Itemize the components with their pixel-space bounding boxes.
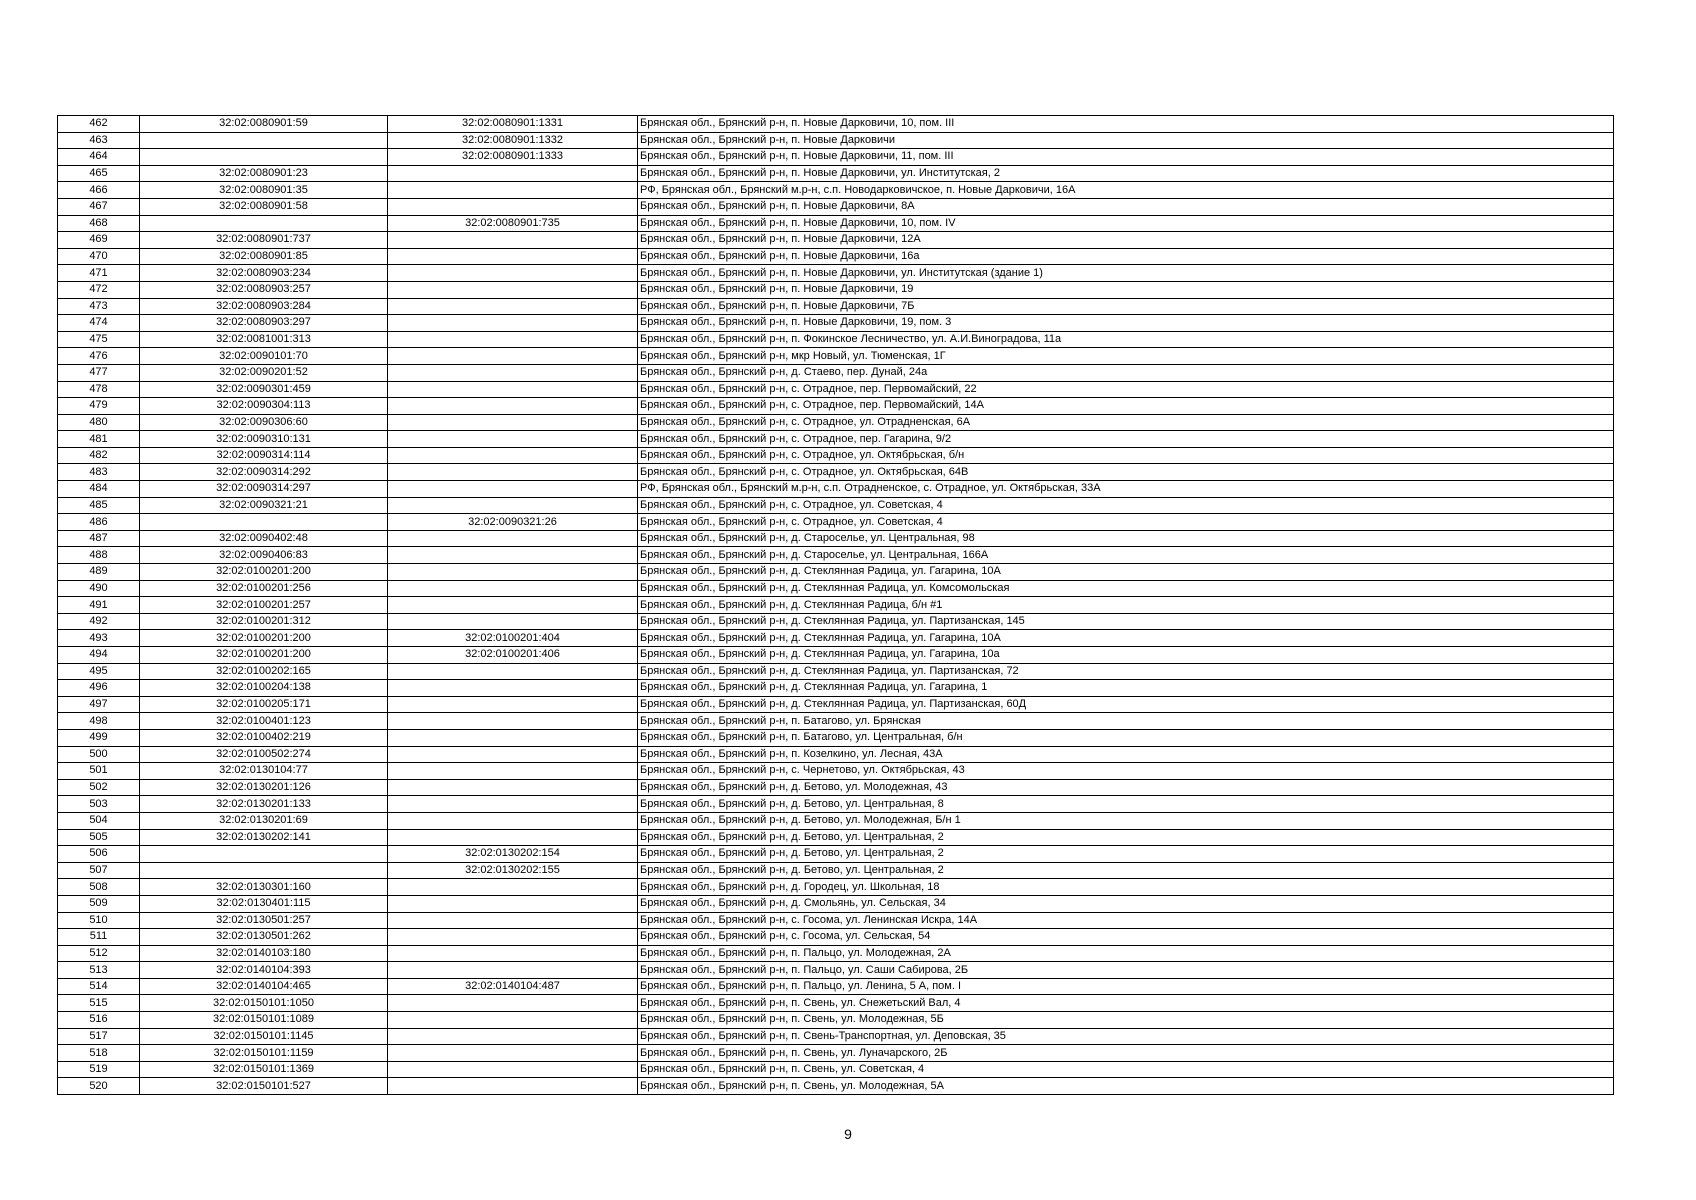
address-cell: Брянская обл., Брянский р-н, с. Отрадное, пер. Первомайский, 14А: [638, 398, 1614, 415]
table-row: [58, 198, 1614, 215]
table-row: [58, 1078, 1614, 1095]
row-number-cell: 500: [58, 746, 140, 763]
address-cell: Брянская обл., Брянский р-н, с. Отрадное, ул. Советская, 4: [638, 514, 1614, 531]
table-row: [58, 298, 1614, 315]
row-number-cell: 478: [58, 381, 140, 398]
address-cell: Брянская обл., Брянский р-н, д. Стеклянная Радица, ул. Гагарина, 10А: [638, 564, 1614, 581]
object-cadastral-number-cell: [388, 812, 638, 829]
address-cell: Брянская обл., Брянский р-н, д. Бетово, ул. Центральная, 2: [638, 846, 1614, 863]
address-cell: Брянская обл., Брянский р-н, п. Свень, ул. Снежетьский Вал, 4: [638, 995, 1614, 1012]
land-cadastral-number-cell: 32:02:0140104:393: [140, 962, 388, 979]
table-row: [58, 1045, 1614, 1062]
land-cadastral-number-cell: 32:02:0100202:165: [140, 663, 388, 680]
object-cadastral-number-cell: [388, 281, 638, 298]
table-row: [58, 829, 1614, 846]
table-row: [58, 348, 1614, 365]
object-cadastral-number-cell: [388, 381, 638, 398]
address-cell: Брянская обл., Брянский р-н, п. Батагово, ул. Брянская: [638, 713, 1614, 730]
land-cadastral-number-cell: 32:02:0100401:123: [140, 713, 388, 730]
table-row: [58, 431, 1614, 448]
table-row: [58, 647, 1614, 664]
table-row: [58, 497, 1614, 514]
row-number-cell: 508: [58, 879, 140, 896]
row-number-cell: 477: [58, 364, 140, 381]
land-cadastral-number-cell: 32:02:0080903:257: [140, 281, 388, 298]
object-cadastral-number-cell: 32:02:0080901:1331: [388, 116, 638, 133]
land-cadastral-number-cell: 32:02:0150101:1159: [140, 1045, 388, 1062]
object-cadastral-number-cell: [388, 182, 638, 199]
table-row: [58, 414, 1614, 431]
table-row: [58, 680, 1614, 697]
row-number-cell: 504: [58, 812, 140, 829]
table-row: [58, 630, 1614, 647]
object-cadastral-number-cell: [388, 912, 638, 929]
object-cadastral-number-cell: [388, 962, 638, 979]
land-cadastral-number-cell: 32:02:0100201:256: [140, 580, 388, 597]
row-number-cell: 514: [58, 978, 140, 995]
table-row: [58, 464, 1614, 481]
object-cadastral-number-cell: [388, 580, 638, 597]
address-cell: Брянская обл., Брянский р-н, д. Стеклянная Радица, ул. Партизанская, 145: [638, 613, 1614, 630]
land-cadastral-number-cell: 32:02:0090314:292: [140, 464, 388, 481]
row-number-cell: 484: [58, 481, 140, 498]
land-cadastral-number-cell: [140, 846, 388, 863]
address-cell: Брянская обл., Брянский р-н, с. Госома, ул. Ленинская Искра, 14А: [638, 912, 1614, 929]
table-row: [58, 763, 1614, 780]
row-number-cell: 472: [58, 281, 140, 298]
object-cadastral-number-cell: [388, 564, 638, 581]
object-cadastral-number-cell: [388, 1061, 638, 1078]
address-cell: Брянская обл., Брянский р-н, с. Отрадное, ул. Октябрьская, 64В: [638, 464, 1614, 481]
table-row: [58, 281, 1614, 298]
table-row: [58, 232, 1614, 249]
table-row: [58, 398, 1614, 415]
address-cell: Брянская обл., Брянский р-н, с. Госома, ул. Сельская, 54: [638, 929, 1614, 946]
row-number-cell: 464: [58, 149, 140, 166]
land-cadastral-number-cell: 32:02:0090406:83: [140, 547, 388, 564]
row-number-cell: 474: [58, 315, 140, 332]
land-cadastral-number-cell: [140, 132, 388, 149]
land-cadastral-number-cell: 32:02:0130201:69: [140, 812, 388, 829]
table-row: [58, 713, 1614, 730]
row-number-cell: 479: [58, 398, 140, 415]
address-cell: Брянская обл., Брянский р-н, п. Свень, ул. Молодежная, 5А: [638, 1078, 1614, 1095]
object-cadastral-number-cell: [388, 779, 638, 796]
land-cadastral-number-cell: 32:02:0150101:1145: [140, 1028, 388, 1045]
land-cadastral-number-cell: 32:02:0081001:313: [140, 331, 388, 348]
table-row: [58, 215, 1614, 232]
row-number-cell: 511: [58, 929, 140, 946]
address-cell: Брянская обл., Брянский р-н, п. Пальцо, ул. Молодежная, 2А: [638, 945, 1614, 962]
table-row: [58, 149, 1614, 166]
land-cadastral-number-cell: 32:02:0100201:257: [140, 597, 388, 614]
table-row: [58, 995, 1614, 1012]
address-cell: Брянская обл., Брянский р-н, д. Бетово, ул. Центральная, 2: [638, 862, 1614, 879]
table-row: [58, 613, 1614, 630]
land-cadastral-number-cell: 32:02:0100205:171: [140, 696, 388, 713]
land-cadastral-number-cell: [140, 215, 388, 232]
object-cadastral-number-cell: 32:02:0080901:735: [388, 215, 638, 232]
table-row: [58, 564, 1614, 581]
land-cadastral-number-cell: 32:02:0080903:234: [140, 265, 388, 282]
land-cadastral-number-cell: [140, 149, 388, 166]
row-number-cell: 481: [58, 431, 140, 448]
object-cadastral-number-cell: [388, 1028, 638, 1045]
land-cadastral-number-cell: 32:02:0090301:459: [140, 381, 388, 398]
land-cadastral-number-cell: 32:02:0150101:1369: [140, 1061, 388, 1078]
land-cadastral-number-cell: 32:02:0130301:160: [140, 879, 388, 896]
table-row: [58, 945, 1614, 962]
address-cell: Брянская обл., Брянский р-н, д. Бетово, ул. Центральная, 8: [638, 796, 1614, 813]
object-cadastral-number-cell: [388, 879, 638, 896]
row-number-cell: 485: [58, 497, 140, 514]
object-cadastral-number-cell: [388, 1045, 638, 1062]
land-cadastral-number-cell: 32:02:0080901:59: [140, 116, 388, 133]
land-cadastral-number-cell: 32:02:0130202:141: [140, 829, 388, 846]
table-row: [58, 746, 1614, 763]
object-cadastral-number-cell: [388, 232, 638, 249]
table-row: [58, 1061, 1614, 1078]
row-number-cell: 507: [58, 862, 140, 879]
table-row: [58, 182, 1614, 199]
table-row: [58, 929, 1614, 946]
object-cadastral-number-cell: [388, 298, 638, 315]
object-cadastral-number-cell: [388, 530, 638, 547]
address-cell: Брянская обл., Брянский р-н, д. Стеклянная Радица, ул. Комсомольская: [638, 580, 1614, 597]
table-row: [58, 729, 1614, 746]
object-cadastral-number-cell: [388, 995, 638, 1012]
address-cell: Брянская обл., Брянский р-н, д. Стеклянная Радица, ул. Партизанская, 60Д: [638, 696, 1614, 713]
row-number-cell: 476: [58, 348, 140, 365]
address-cell: Брянская обл., Брянский р-н, п. Новые Дарковичи, 12А: [638, 232, 1614, 249]
object-cadastral-number-cell: [388, 414, 638, 431]
row-number-cell: 506: [58, 846, 140, 863]
row-number-cell: 510: [58, 912, 140, 929]
object-cadastral-number-cell: [388, 713, 638, 730]
object-cadastral-number-cell: [388, 746, 638, 763]
object-cadastral-number-cell: 32:02:0130202:155: [388, 862, 638, 879]
address-cell: Брянская обл., Брянский р-н, с. Отрадное, пер. Гагарина, 9/2: [638, 431, 1614, 448]
land-cadastral-number-cell: 32:02:0090314:297: [140, 481, 388, 498]
address-cell: Брянская обл., Брянский р-н, д. Стеклянная Радица, ул. Гагарина, 10А: [638, 630, 1614, 647]
object-cadastral-number-cell: [388, 945, 638, 962]
address-cell: Брянская обл., Брянский р-н, п. Новые Дарковичи, 19: [638, 281, 1614, 298]
row-number-cell: 495: [58, 663, 140, 680]
land-cadastral-number-cell: 32:02:0090304:113: [140, 398, 388, 415]
table-row: [58, 514, 1614, 531]
object-cadastral-number-cell: 32:02:0080901:1333: [388, 149, 638, 166]
land-cadastral-number-cell: 32:02:0080901:35: [140, 182, 388, 199]
registry-table-body: [58, 116, 1614, 1095]
address-cell: Брянская обл., Брянский р-н, п. Козелкино, ул. Лесная, 43А: [638, 746, 1614, 763]
table-row: [58, 812, 1614, 829]
address-cell: Брянская обл., Брянский р-н, п. Новые Дарковичи, ул. Институтская, 2: [638, 165, 1614, 182]
object-cadastral-number-cell: [388, 680, 638, 697]
row-number-cell: 493: [58, 630, 140, 647]
land-cadastral-number-cell: 32:02:0130201:126: [140, 779, 388, 796]
address-cell: Брянская обл., Брянский р-н, д. Городец, ул. Школьная, 18: [638, 879, 1614, 896]
row-number-cell: 515: [58, 995, 140, 1012]
row-number-cell: 494: [58, 647, 140, 664]
object-cadastral-number-cell: [388, 348, 638, 365]
table-row: [58, 663, 1614, 680]
land-cadastral-number-cell: 32:02:0080901:737: [140, 232, 388, 249]
table-row: [58, 779, 1614, 796]
table-row: [58, 597, 1614, 614]
table-row: [58, 481, 1614, 498]
address-cell: Брянская обл., Брянский р-н, с. Отрадное, пер. Первомайский, 22: [638, 381, 1614, 398]
table-row: [58, 381, 1614, 398]
table-row: [58, 962, 1614, 979]
address-cell: Брянская обл., Брянский р-н, д. Стеклянная Радица, ул. Партизанская, 72: [638, 663, 1614, 680]
object-cadastral-number-cell: 32:02:0100201:406: [388, 647, 638, 664]
land-cadastral-number-cell: 32:02:0100402:219: [140, 729, 388, 746]
table-row: [58, 315, 1614, 332]
row-number-cell: 466: [58, 182, 140, 199]
object-cadastral-number-cell: [388, 895, 638, 912]
table-row: [58, 696, 1614, 713]
address-cell: Брянская обл., Брянский р-н, п. Новые Дарковичи, 16а: [638, 248, 1614, 265]
land-cadastral-number-cell: 32:02:0130501:257: [140, 912, 388, 929]
land-cadastral-number-cell: 32:02:0100201:200: [140, 630, 388, 647]
address-cell: Брянская обл., Брянский р-н, с. Чернетово, ул. Октябрьская, 43: [638, 763, 1614, 780]
address-cell: РФ, Брянская обл., Брянский м.р-н, с.п. Отрадненское, с. Отрадное, ул. Октябрьская, 33А: [638, 481, 1614, 498]
row-number-cell: 497: [58, 696, 140, 713]
table-row: [58, 846, 1614, 863]
land-cadastral-number-cell: 32:02:0080903:297: [140, 315, 388, 332]
land-cadastral-number-cell: 32:02:0130501:262: [140, 929, 388, 946]
address-cell: Брянская обл., Брянский р-н, п. Новые Дарковичи, ул. Институтская (здание 1): [638, 265, 1614, 282]
row-number-cell: 517: [58, 1028, 140, 1045]
address-cell: Брянская обл., Брянский р-н, п. Фокинское Лесничество, ул. А.И.Виноградова, 11а: [638, 331, 1614, 348]
object-cadastral-number-cell: [388, 796, 638, 813]
object-cadastral-number-cell: [388, 663, 638, 680]
address-cell: Брянская обл., Брянский р-н, д. Бетово, ул. Молодежная, 43: [638, 779, 1614, 796]
row-number-cell: 490: [58, 580, 140, 597]
table-row: [58, 1012, 1614, 1029]
table-row: [58, 796, 1614, 813]
object-cadastral-number-cell: [388, 464, 638, 481]
row-number-cell: 520: [58, 1078, 140, 1095]
address-cell: Брянская обл., Брянский р-н, д. Стаево, пер. Дунай, 24а: [638, 364, 1614, 381]
table-row: [58, 879, 1614, 896]
row-number-cell: 480: [58, 414, 140, 431]
land-cadastral-number-cell: 32:02:0100201:200: [140, 564, 388, 581]
table-row: [58, 132, 1614, 149]
table-row: [58, 364, 1614, 381]
address-cell: Брянская обл., Брянский р-н, п. Новые Дарковичи: [638, 132, 1614, 149]
object-cadastral-number-cell: [388, 265, 638, 282]
address-cell: Брянская обл., Брянский р-н, д. Староселье, ул. Центральная, 98: [638, 530, 1614, 547]
address-cell: Брянская обл., Брянский р-н, п. Новые Дарковичи, 10, пом. III: [638, 116, 1614, 133]
object-cadastral-number-cell: [388, 398, 638, 415]
table-row: [58, 978, 1614, 995]
row-number-cell: 463: [58, 132, 140, 149]
object-cadastral-number-cell: [388, 364, 638, 381]
land-cadastral-number-cell: 32:02:0100201:312: [140, 613, 388, 630]
object-cadastral-number-cell: 32:02:0140104:487: [388, 978, 638, 995]
object-cadastral-number-cell: [388, 763, 638, 780]
object-cadastral-number-cell: 32:02:0090321:26: [388, 514, 638, 531]
row-number-cell: 469: [58, 232, 140, 249]
object-cadastral-number-cell: 32:02:0130202:154: [388, 846, 638, 863]
row-number-cell: 513: [58, 962, 140, 979]
land-cadastral-number-cell: 32:02:0090201:52: [140, 364, 388, 381]
table-row: [58, 530, 1614, 547]
object-cadastral-number-cell: [388, 447, 638, 464]
address-cell: Брянская обл., Брянский р-н, п. Пальцо, ул. Саши Сабирова, 2Б: [638, 962, 1614, 979]
land-cadastral-number-cell: 32:02:0080901:58: [140, 198, 388, 215]
row-number-cell: 509: [58, 895, 140, 912]
land-cadastral-number-cell: 32:02:0080903:284: [140, 298, 388, 315]
object-cadastral-number-cell: [388, 613, 638, 630]
land-cadastral-number-cell: 32:02:0090310:131: [140, 431, 388, 448]
address-cell: Брянская обл., Брянский р-н, с. Отрадное, ул. Советская, 4: [638, 497, 1614, 514]
row-number-cell: 470: [58, 248, 140, 265]
row-number-cell: 488: [58, 547, 140, 564]
address-cell: Брянская обл., Брянский р-н, п. Свень, ул. Луначарского, 2Б: [638, 1045, 1614, 1062]
address-cell: Брянская обл., Брянский р-н, д. Стеклянная Радица, ул. Гагарина, 10а: [638, 647, 1614, 664]
land-cadastral-number-cell: 32:02:0130401:115: [140, 895, 388, 912]
row-number-cell: 489: [58, 564, 140, 581]
object-cadastral-number-cell: [388, 829, 638, 846]
object-cadastral-number-cell: [388, 729, 638, 746]
row-number-cell: 487: [58, 530, 140, 547]
object-cadastral-number-cell: [388, 481, 638, 498]
land-cadastral-number-cell: 32:02:0140104:465: [140, 978, 388, 995]
address-cell: Брянская обл., Брянский р-н, д. Стеклянная Радица, ул. Гагарина, 1: [638, 680, 1614, 697]
row-number-cell: 471: [58, 265, 140, 282]
address-cell: Брянская обл., Брянский р-н, д. Староселье, ул. Центральная, 166А: [638, 547, 1614, 564]
address-cell: Брянская обл., Брянский р-н, д. Бетово, ул. Центральная, 2: [638, 829, 1614, 846]
object-cadastral-number-cell: [388, 597, 638, 614]
address-cell: Брянская обл., Брянский р-н, п. Пальцо, ул. Ленина, 5 А, пом. I: [638, 978, 1614, 995]
table-row: [58, 265, 1614, 282]
table-row: [58, 862, 1614, 879]
row-number-cell: 462: [58, 116, 140, 133]
row-number-cell: 492: [58, 613, 140, 630]
object-cadastral-number-cell: [388, 547, 638, 564]
row-number-cell: 499: [58, 729, 140, 746]
land-cadastral-number-cell: 32:02:0080901:23: [140, 165, 388, 182]
address-cell: Брянская обл., Брянский р-н, с. Отрадное, ул. Октябрьская, б/н: [638, 447, 1614, 464]
address-cell: Брянская обл., Брянский р-н, п. Новые Дарковичи, 19, пом. 3: [638, 315, 1614, 332]
row-number-cell: 502: [58, 779, 140, 796]
row-number-cell: 482: [58, 447, 140, 464]
table-row: [58, 165, 1614, 182]
address-cell: Брянская обл., Брянский р-н, мкр Новый, ул. Тюменская, 1Г: [638, 348, 1614, 365]
address-cell: Брянская обл., Брянский р-н, п. Свень-Транспортная, ул. Деповская, 35: [638, 1028, 1614, 1045]
land-cadastral-number-cell: [140, 862, 388, 879]
land-cadastral-number-cell: [140, 514, 388, 531]
table-row: [58, 248, 1614, 265]
object-cadastral-number-cell: [388, 431, 638, 448]
land-cadastral-number-cell: 32:02:0100502:274: [140, 746, 388, 763]
land-cadastral-number-cell: 32:02:0090101:70: [140, 348, 388, 365]
land-cadastral-number-cell: 32:02:0100204:138: [140, 680, 388, 697]
land-cadastral-number-cell: 32:02:0080901:85: [140, 248, 388, 265]
row-number-cell: 468: [58, 215, 140, 232]
row-number-cell: 518: [58, 1045, 140, 1062]
address-cell: Брянская обл., Брянский р-н, п. Батагово, ул. Центральная, б/н: [638, 729, 1614, 746]
land-cadastral-number-cell: 32:02:0150101:1089: [140, 1012, 388, 1029]
row-number-cell: 503: [58, 796, 140, 813]
object-cadastral-number-cell: [388, 929, 638, 946]
address-cell: Брянская обл., Брянский р-н, д. Смольянь, ул. Сельская, 34: [638, 895, 1614, 912]
object-cadastral-number-cell: [388, 248, 638, 265]
address-cell: Брянская обл., Брянский р-н, п. Новые Дарковичи, 7Б: [638, 298, 1614, 315]
address-cell: Брянская обл., Брянский р-н, п. Новые Дарковичи, 10, пом. IV: [638, 215, 1614, 232]
table-row: [58, 447, 1614, 464]
address-cell: РФ, Брянская обл., Брянский м.р-н, с.п. Новодарковичское, п. Новые Дарковичи, 16А: [638, 182, 1614, 199]
row-number-cell: 486: [58, 514, 140, 531]
object-cadastral-number-cell: [388, 497, 638, 514]
table-row: [58, 547, 1614, 564]
land-cadastral-number-cell: 32:02:0090402:48: [140, 530, 388, 547]
land-cadastral-number-cell: 32:02:0150101:527: [140, 1078, 388, 1095]
object-cadastral-number-cell: [388, 1078, 638, 1095]
row-number-cell: 498: [58, 713, 140, 730]
object-cadastral-number-cell: [388, 696, 638, 713]
land-cadastral-number-cell: 32:02:0130104:77: [140, 763, 388, 780]
address-cell: Брянская обл., Брянский р-н, п. Новые Дарковичи, 11, пом. III: [638, 149, 1614, 166]
table-row: [58, 116, 1614, 133]
table-row: [58, 1028, 1614, 1045]
row-number-cell: 505: [58, 829, 140, 846]
row-number-cell: 467: [58, 198, 140, 215]
page-number: 9: [844, 1126, 852, 1142]
address-cell: Брянская обл., Брянский р-н, п. Новые Дарковичи, 8А: [638, 198, 1614, 215]
object-cadastral-number-cell: [388, 165, 638, 182]
land-cadastral-number-cell: 32:02:0090306:60: [140, 414, 388, 431]
row-number-cell: 501: [58, 763, 140, 780]
address-cell: Брянская обл., Брянский р-н, д. Стеклянная Радица, б/н #1: [638, 597, 1614, 614]
table-row: [58, 895, 1614, 912]
row-number-cell: 465: [58, 165, 140, 182]
registry-table: [57, 115, 1614, 1095]
table-row: [58, 331, 1614, 348]
land-cadastral-number-cell: 32:02:0150101:1050: [140, 995, 388, 1012]
land-cadastral-number-cell: 32:02:0090314:114: [140, 447, 388, 464]
land-cadastral-number-cell: 32:02:0130201:133: [140, 796, 388, 813]
land-cadastral-number-cell: 32:02:0090321:21: [140, 497, 388, 514]
object-cadastral-number-cell: [388, 1012, 638, 1029]
table-row: [58, 580, 1614, 597]
row-number-cell: 473: [58, 298, 140, 315]
row-number-cell: 496: [58, 680, 140, 697]
land-cadastral-number-cell: 32:02:0140103:180: [140, 945, 388, 962]
address-cell: Брянская обл., Брянский р-н, п. Свень, ул. Молодежная, 5Б: [638, 1012, 1614, 1029]
object-cadastral-number-cell: 32:02:0080901:1332: [388, 132, 638, 149]
row-number-cell: 519: [58, 1061, 140, 1078]
row-number-cell: 475: [58, 331, 140, 348]
address-cell: Брянская обл., Брянский р-н, с. Отрадное, ул. Отрадненская, 6А: [638, 414, 1614, 431]
address-cell: Брянская обл., Брянский р-н, д. Бетово, ул. Молодежная, Б/н 1: [638, 812, 1614, 829]
object-cadastral-number-cell: 32:02:0100201:404: [388, 630, 638, 647]
object-cadastral-number-cell: [388, 331, 638, 348]
row-number-cell: 491: [58, 597, 140, 614]
row-number-cell: 483: [58, 464, 140, 481]
land-cadastral-number-cell: 32:02:0100201:200: [140, 647, 388, 664]
row-number-cell: 512: [58, 945, 140, 962]
row-number-cell: 516: [58, 1012, 140, 1029]
table-row: [58, 912, 1614, 929]
address-cell: Брянская обл., Брянский р-н, п. Свень, ул. Советская, 4: [638, 1061, 1614, 1078]
object-cadastral-number-cell: [388, 315, 638, 332]
object-cadastral-number-cell: [388, 198, 638, 215]
